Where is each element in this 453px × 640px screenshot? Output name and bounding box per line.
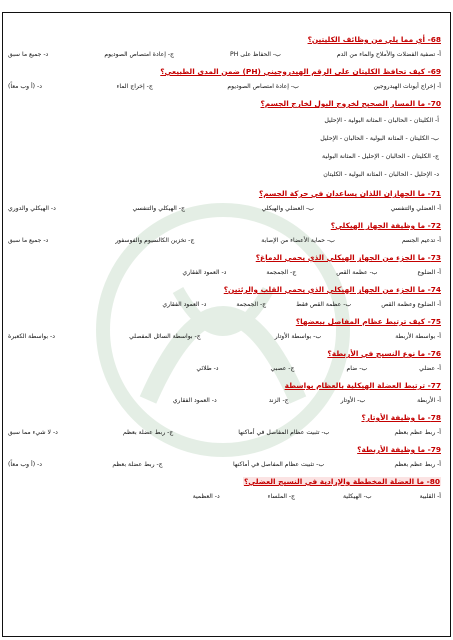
option-b: ب- عظمة القص <box>336 269 378 276</box>
option-b: ب- تثبيت عظام المفاصل في أماكنها <box>238 429 330 436</box>
question-title: 78- ما وظيفة الأوتار؟ <box>361 413 441 422</box>
option-d: د- العمود الفقاري <box>182 269 227 276</box>
option-a: أ- ربط عظم بعظم <box>394 461 441 468</box>
option-d: د- جميع ما سبق <box>8 237 49 244</box>
question-title: 70- ما المسار الصحيح لخروج البول لخارج الجسم؟ <box>260 99 441 108</box>
option-a: أ- القلبية <box>419 493 441 500</box>
option-a: أ- ربط عظم بعظم <box>394 429 441 436</box>
option-a: أ- عضلي <box>419 365 441 372</box>
question-block <box>8 378 441 408</box>
option-d: د- جميع ما سبق <box>8 51 49 58</box>
question-block <box>8 186 441 216</box>
question-block <box>8 410 441 440</box>
question-block <box>8 96 441 184</box>
option-c: ج- الكليتان - الحالبان - الإحليل - المثانة البولية <box>322 153 439 160</box>
option-b: ب- الحفاظ على PH <box>230 51 281 58</box>
options-row <box>8 202 441 216</box>
options-row <box>8 330 441 344</box>
option-a: أ- الضلوع <box>417 269 441 276</box>
question-title: 75- كيف ترتبط عظام المفاصل ببعضها؟ <box>295 317 441 326</box>
option-c: ج- بواسطة السائل المفصلي <box>129 333 201 340</box>
option-d: د- الإحليل - الحالبان - المثانة البولية - الكليتان <box>323 171 439 178</box>
option-d: د- بواسطة الكعبرة <box>8 333 55 340</box>
question-block <box>8 64 441 94</box>
question-title: 71- ما الجهازان اللذان يساعدان في حركة الجسم؟ <box>258 189 441 198</box>
option-b: ب- العضلي والهيكلي <box>261 205 314 212</box>
questions-container <box>8 30 441 505</box>
option-c: ج- إعادة امتصاص الصوديوم <box>104 51 174 58</box>
option-c: ج- إخراج الماء <box>116 83 153 90</box>
option-d: د- (أ وب معاً) <box>8 461 42 468</box>
option-b: ب- الكليتان - المثانة البولية - الحالبان - الإحليل <box>320 135 439 142</box>
option-b: ب- بواسطة الأوتار <box>274 333 322 340</box>
option-b: ب- حماية الأعضاء من الإصابة <box>261 237 335 244</box>
question-title: 69- كيف تحافظ الكليتان على الرقم الهيدروجيني (PH) ضمن المدى الطبيعي؟ <box>160 67 441 76</box>
option-a: أ- الكليتان - الحالبان - المثانة البولية - الإحليل <box>324 117 439 124</box>
option-a: أ- بواسطة الأربطة <box>395 333 441 340</box>
question-block <box>8 346 441 376</box>
option-b: ب- الهيكلية <box>343 493 372 500</box>
question-block <box>8 250 441 280</box>
option-b: ب- ضام <box>346 365 368 372</box>
option-a: أ- تدعيم الجسم <box>401 237 441 244</box>
option-c: ج- ربط عضلة بعظم <box>122 429 174 436</box>
options-row <box>8 80 441 94</box>
option-a: أ- تصفية الفضلات والأملاح والماء من الدم <box>336 51 441 58</box>
option-d: د- الهيكلي والدوري <box>8 205 56 212</box>
option-b: ب- الأوتار <box>340 397 366 404</box>
question-title: 73- ما الجزء من الجهاز الهيكلي الذي يحمي الدماغ؟ <box>255 253 441 262</box>
option-d: د- العظمية <box>192 493 220 500</box>
option-c: ج- الجمجمة <box>266 269 297 276</box>
option-b: ب- تثبيت عظام المفاصل في أماكنها <box>232 461 325 468</box>
option-c: ج- الهيكلي والتنفسي <box>132 205 185 212</box>
options-row <box>8 234 441 248</box>
option-a: أ- إخراج أيونات الهيدروجين <box>373 83 441 90</box>
option-d: د- لا شيء مما سبق <box>8 429 58 436</box>
option-c: ج- الزند <box>268 397 289 404</box>
option-d: د- العمود الفقاري <box>172 397 217 404</box>
question-title: 80- ما العضلة المخططة والإرادية في النسيج العضلي؟ <box>244 477 440 486</box>
options-row <box>8 362 441 376</box>
option-c: ج- الجمجمة <box>236 301 267 308</box>
options-row <box>8 266 441 280</box>
options-row <box>8 490 441 504</box>
question-title: 76- ما نوع النسيج في الأربطة؟ <box>327 349 441 358</box>
option-a: أ- الأربطة <box>417 397 441 404</box>
question-title: 79- ما وظيفة الأربطة؟ <box>357 445 441 454</box>
option-d: د- (أ وب معاً) <box>8 83 42 90</box>
options-row <box>8 458 441 472</box>
question-block <box>8 314 441 344</box>
option-c: ج- عصبي <box>270 365 295 372</box>
question-title: 68- أي مما يلي من وظائف الكليتين؟ <box>307 35 441 44</box>
option-b: ب- إعادة امتصاص الصوديوم <box>227 83 299 90</box>
question-block <box>8 218 441 248</box>
question-block <box>8 32 441 62</box>
option-b: ب- عظمة القص فقط <box>296 301 352 308</box>
option-c: ج- تخزين الكالسيوم والفوسفور <box>115 237 195 244</box>
options-row <box>8 298 441 312</box>
option-c: ج- الملساء <box>267 493 295 500</box>
option-c: ج- ربط عضلة بعظم <box>112 461 163 468</box>
question-block <box>8 442 441 472</box>
question-title: 74- ما الجزء من الجهاز الهيكلي الذي يحمي القلب والرئتين؟ <box>223 285 441 294</box>
question-title: 72- ما وظيفة الجهاز الهيكلي؟ <box>330 221 441 230</box>
option-a: أ- العضلي والتنفسي <box>390 205 441 212</box>
question-block <box>8 282 441 312</box>
question-block <box>8 474 441 504</box>
option-d: د- طلائي <box>196 365 219 372</box>
options-row <box>8 426 441 440</box>
options-row <box>8 48 441 62</box>
option-d: د- العمود الفقاري <box>162 301 207 308</box>
option-a: أ- الضلوع وعظمة القص <box>381 301 441 308</box>
question-title: 77- ترتبط العضلة الهيكلية بالعظام بواسطة <box>284 381 441 390</box>
options-row <box>8 394 441 408</box>
